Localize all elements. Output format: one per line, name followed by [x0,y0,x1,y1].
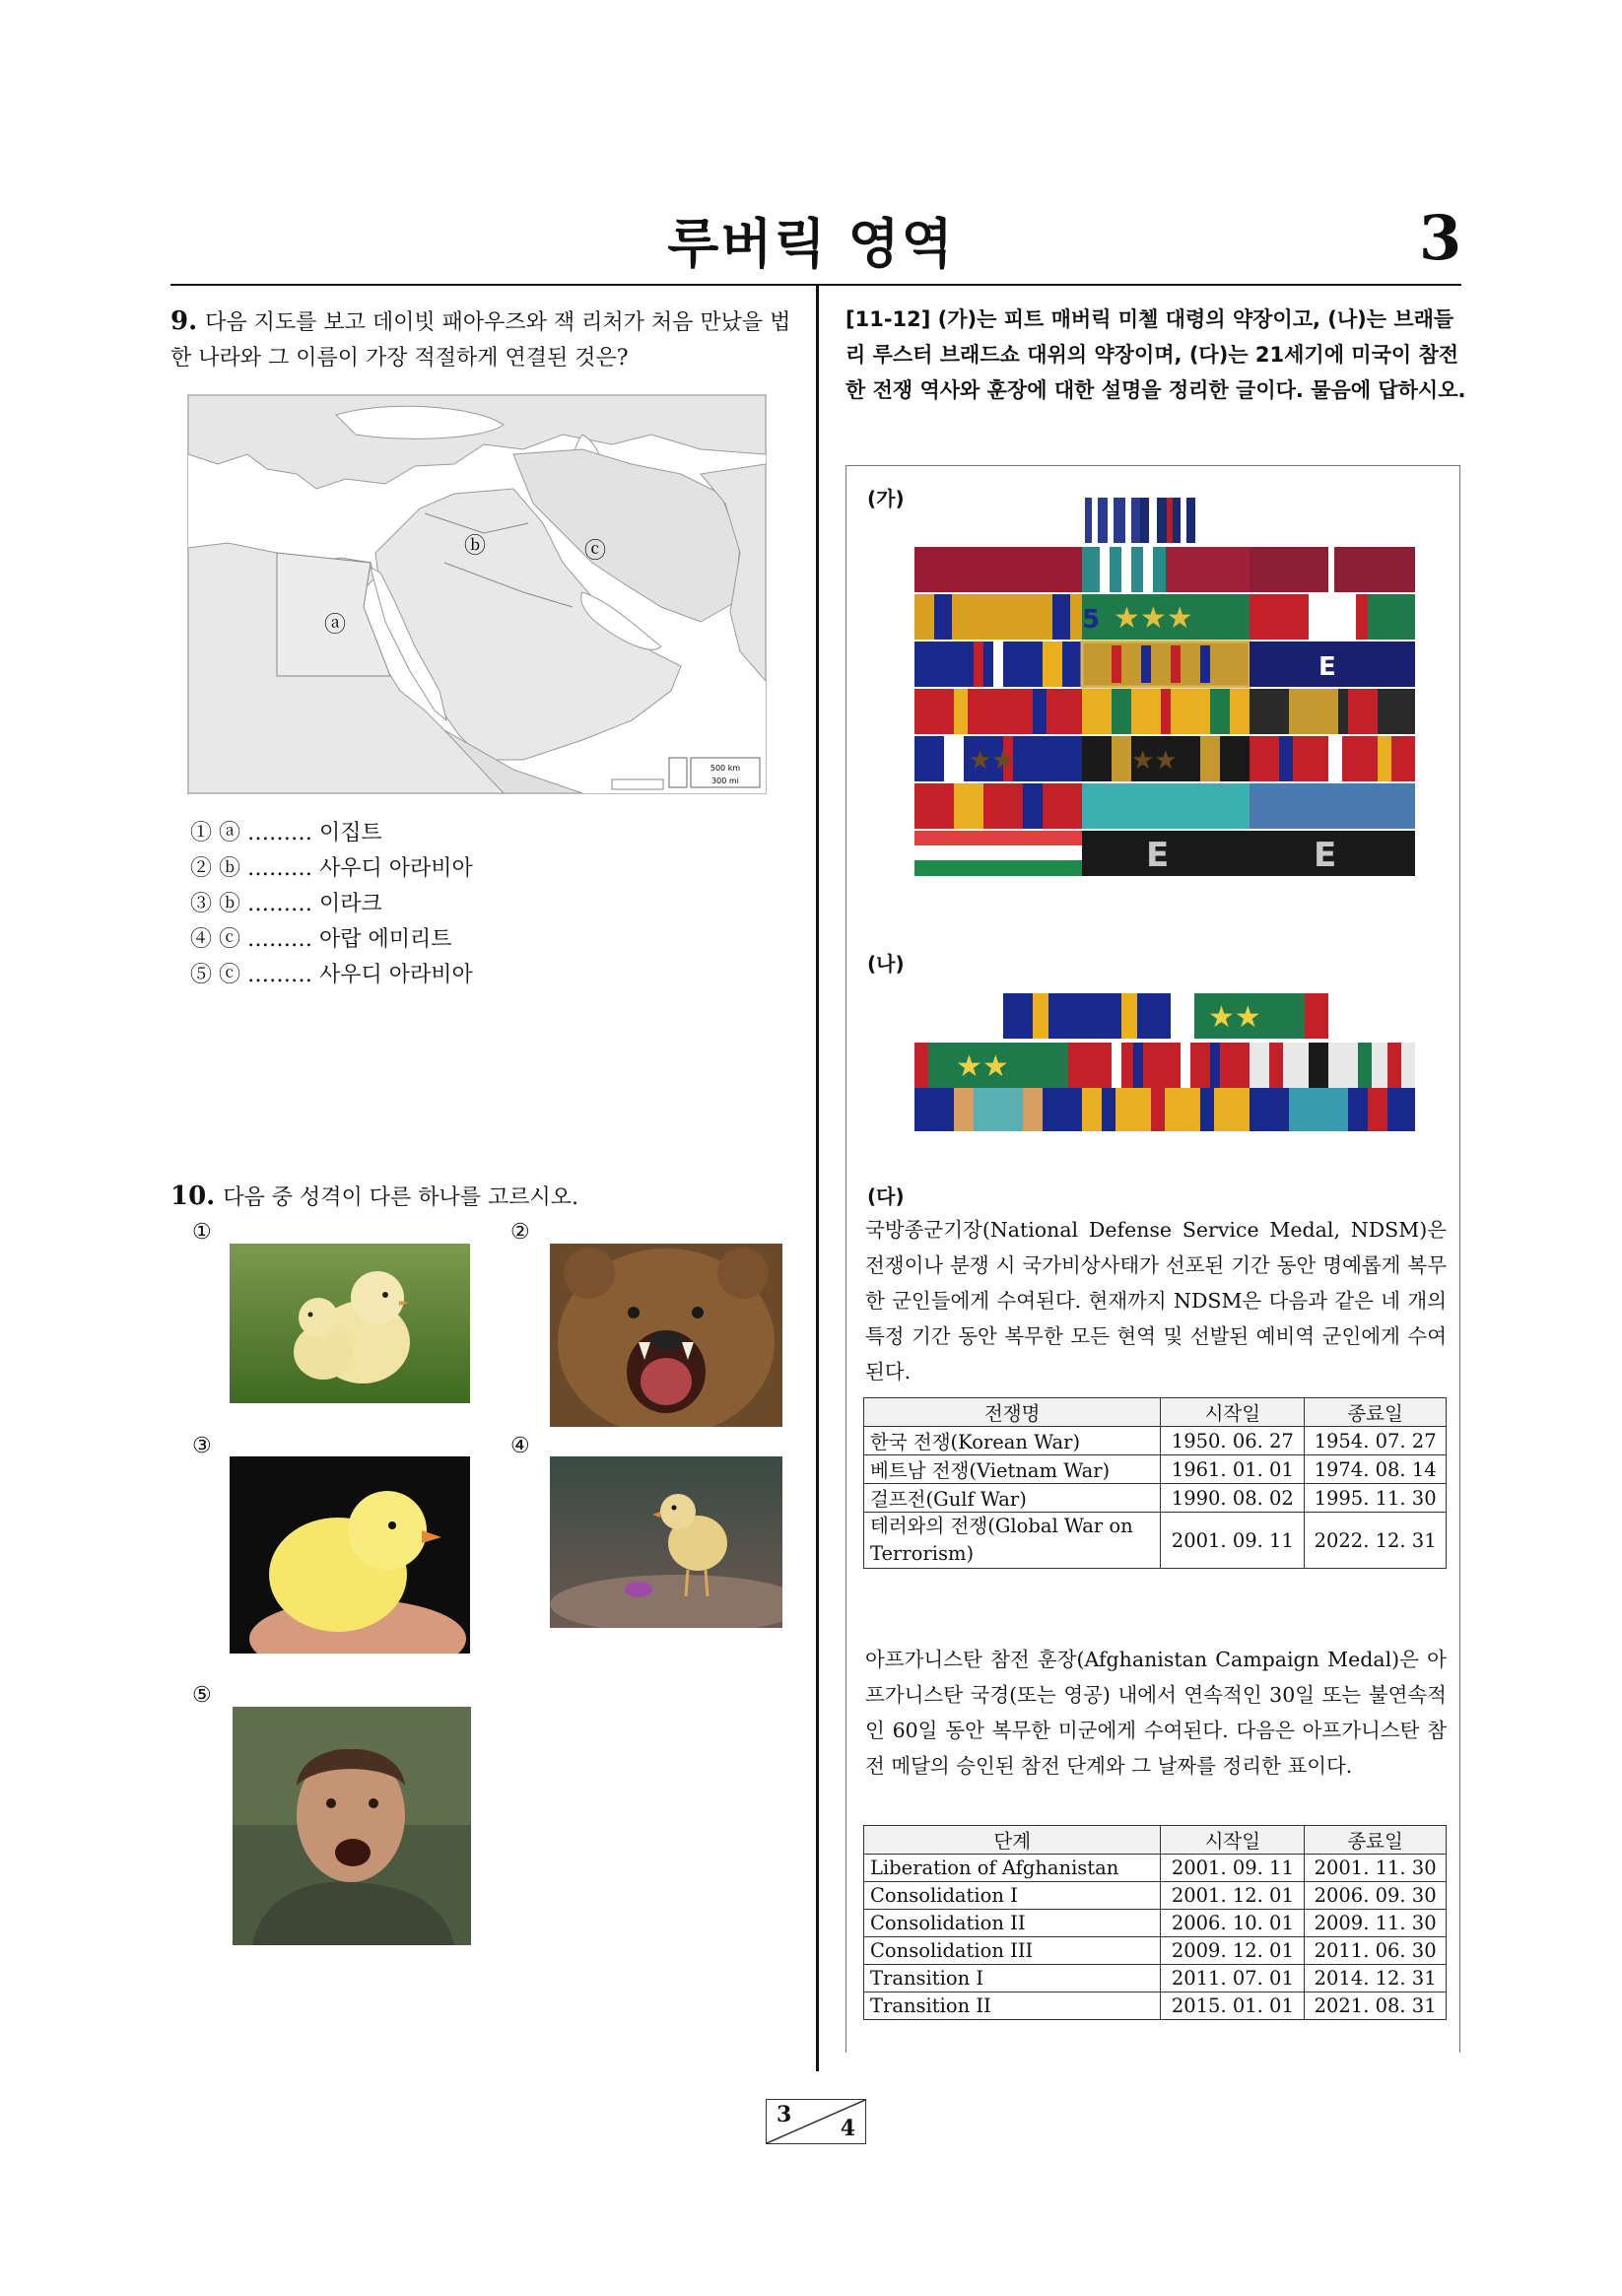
table1-cell: 테러와의 전쟁(Global War on Terrorism) [864,1513,1161,1569]
ribbon-stars-3-icon: ★★ [1131,746,1178,776]
ribbon-na-stars-2-icon: ★★ [956,1049,1009,1084]
map-marker-a: ⓐ [324,613,347,638]
table2-cell: 2021. 08. 31 [1305,1992,1447,2020]
ribbon-rack-na [914,993,1415,1131]
ribbon-stars-icon: ★★★ [1114,601,1193,636]
passage-ndsm: 국방종군기장(National Defense Service Medal, NDSM)은 전쟁이나 분쟁 시 국가비상사태가 선포된 기간 동안 명예롭게 복무한 군인들에게 수여된다. 현재까지 NDSM은 다음과 같은 네 개의 특정 기간 동안 복무한 모든 현역 및 선발된 예비역 군인에게 수여된다. [865,1218,1447,1384]
map-svg [188,395,766,793]
ribbon-device-five: 5 [1082,605,1101,635]
table1-header-start: 시작일 [1161,1398,1305,1427]
ribbon-rack-ga-svg [914,498,1415,876]
table2-cell: 2011. 06. 30 [1305,1937,1447,1965]
column-divider [816,286,819,2071]
table1-cell: 베트남 전쟁(Vietnam War) [864,1455,1161,1484]
photo-shouting-man[interactable] [233,1707,471,1945]
table2-cell: Liberation of Afghanistan [864,1855,1161,1882]
scale-mi: 300 mi [711,777,739,785]
table-row [864,1484,1447,1513]
table2-cell: Transition I [864,1965,1161,1992]
question-9-text: 다음 지도를 보고 데이빗 패아우즈와 잭 리처가 처음 만났을 법한 나라와 그 이름이 가장 적절하게 연결된 것은? [170,310,791,371]
page-indicator [766,2099,866,2144]
table2-cell: 2014. 12. 31 [1305,1965,1447,1992]
table2-cell: Consolidation I [864,1882,1161,1910]
question-9 [170,304,791,376]
table2-cell: Transition II [864,1992,1161,2020]
ribbon-na-stars-1-icon: ★★ [1208,1000,1261,1035]
table-row [864,1513,1447,1569]
ribbon-device-e-1: E [1318,652,1336,682]
table-row [864,1965,1447,1992]
chick-standing-image [550,1456,782,1628]
table1-cell: 한국 전쟁(Korean War) [864,1427,1161,1455]
question-10 [170,1179,791,1216]
table1-cell: 1961. 01. 01 [1161,1455,1305,1484]
page-number-top: 3 [1419,202,1462,274]
page-total: 4 [840,2116,855,2141]
label-na: (나) [867,952,905,976]
choice-1-label: ① [192,1220,212,1245]
table-afghanistan [863,1825,1447,2020]
photo-roaring-bear[interactable] [550,1244,782,1427]
table2-cell: 2009. 12. 01 [1161,1937,1305,1965]
option-1[interactable]: ① ⓐ ……… 이집트 [190,821,382,845]
choice-3-label: ③ [192,1434,212,1458]
bear-image [550,1244,782,1427]
table-row [864,1427,1447,1455]
map-marker-c: ⓒ [584,539,607,564]
table1-cell: 1995. 11. 30 [1305,1484,1447,1513]
choice-5-label: ⑤ [192,1683,212,1708]
table2-cell: 2015. 01. 01 [1161,1992,1305,2020]
ribbon-device-e-2: E [1146,836,1170,875]
option-4[interactable]: ④ ⓒ ……… 아랍 에미리트 [190,927,452,952]
ribbon-device-e-3: E [1314,836,1337,875]
option-5[interactable]: ⑤ ⓒ ……… 사우디 아라비아 [190,963,473,987]
choice-2-label: ② [510,1220,530,1245]
question-9-number: 9. [170,306,198,336]
table-ndsm [863,1397,1447,1569]
page-header-title: 루버릭 영역 [667,213,955,275]
table2-cell: 2009. 11. 30 [1305,1910,1447,1937]
question-10-text: 다음 중 성격이 다른 하나를 고르시오. [223,1185,578,1210]
table2-cell: Consolidation II [864,1910,1161,1937]
table-row [864,1855,1447,1882]
map-marker-b: ⓑ [464,534,487,559]
question-11-12-intro: [11-12] (가)는 피트 매버릭 미첼 대령의 약장이고, (나)는 브래들리 루스터 브래드쇼 대위의 약장이며, (다)는 21세기에 미국이 참전한 전쟁 역사와 훈장에 대한 설명을 정리한 글이다. 물음에 답하시오. [845,307,1466,402]
photo-chick-in-hand[interactable] [230,1456,470,1654]
table2-header-end: 종료일 [1305,1826,1447,1855]
table2-cell: 2006. 09. 30 [1305,1882,1447,1910]
table1-cell: 1974. 08. 14 [1305,1455,1447,1484]
table-row [864,1455,1447,1484]
table1-header-end: 종료일 [1305,1398,1447,1427]
table1-cell: 1990. 08. 02 [1161,1484,1305,1513]
choice-4-label: ④ [510,1434,530,1458]
table2-cell: Consolidation III [864,1937,1161,1965]
scale-km: 500 km [710,764,741,773]
photo-two-chicks[interactable] [230,1244,470,1403]
option-3[interactable]: ③ ⓑ ……… 이라크 [190,892,382,916]
ribbon-rack-ga [914,498,1415,876]
option-2[interactable]: ② ⓑ ……… 사우디 아라비아 [190,856,473,881]
table1-cell: 1950. 06. 27 [1161,1427,1305,1455]
table2-cell: 2011. 07. 01 [1161,1965,1305,1992]
middle-east-map [187,394,767,794]
table1-header-war: 전쟁명 [864,1398,1161,1427]
table1-cell: 1954. 07. 27 [1305,1427,1447,1455]
table1-cell: 2022. 12. 31 [1305,1513,1447,1569]
page-current: 3 [777,2102,792,2127]
table2-header-start: 시작일 [1161,1826,1305,1855]
passage-afghanistan: 아프가니스탄 참전 훈장(Afghanistan Campaign Medal)은 아프가니스탄 국경(또는 영공) 내에서 연속적인 30일 또는 불연속적인 60일 동안 복무한 미군에게 수여된다. 다음은 아프가니스탄 참전 메달의 승인된 참전 단계와 그 날짜를 정리한 표이다. [865,1648,1447,1778]
table1-cell: 걸프전(Gulf War) [864,1484,1161,1513]
table2-cell: 2001. 11. 30 [1305,1855,1447,1882]
table-row [864,1937,1447,1965]
table2-cell: 2001. 12. 01 [1161,1882,1305,1910]
photo-chick-standing[interactable] [550,1456,782,1628]
table2-cell: 2006. 10. 01 [1161,1910,1305,1937]
table2-header-phase: 단계 [864,1826,1161,1855]
question-10-number: 10. [170,1182,216,1211]
chick-hand-image [230,1456,470,1654]
table-row [864,1882,1447,1910]
label-ga: (가) [867,487,905,510]
chicks-image [230,1244,470,1403]
man-image [233,1707,471,1945]
table-row [864,1910,1447,1937]
table2-cell: 2001. 09. 11 [1161,1855,1305,1882]
ribbon-stars-2-icon: ★★ [969,746,1015,776]
question-9-options [190,816,473,993]
ribbon-rack-na-svg [914,993,1415,1131]
label-da: (다) [867,1184,905,1208]
table-row [864,1992,1447,2020]
table1-cell: 2001. 09. 11 [1161,1513,1305,1569]
